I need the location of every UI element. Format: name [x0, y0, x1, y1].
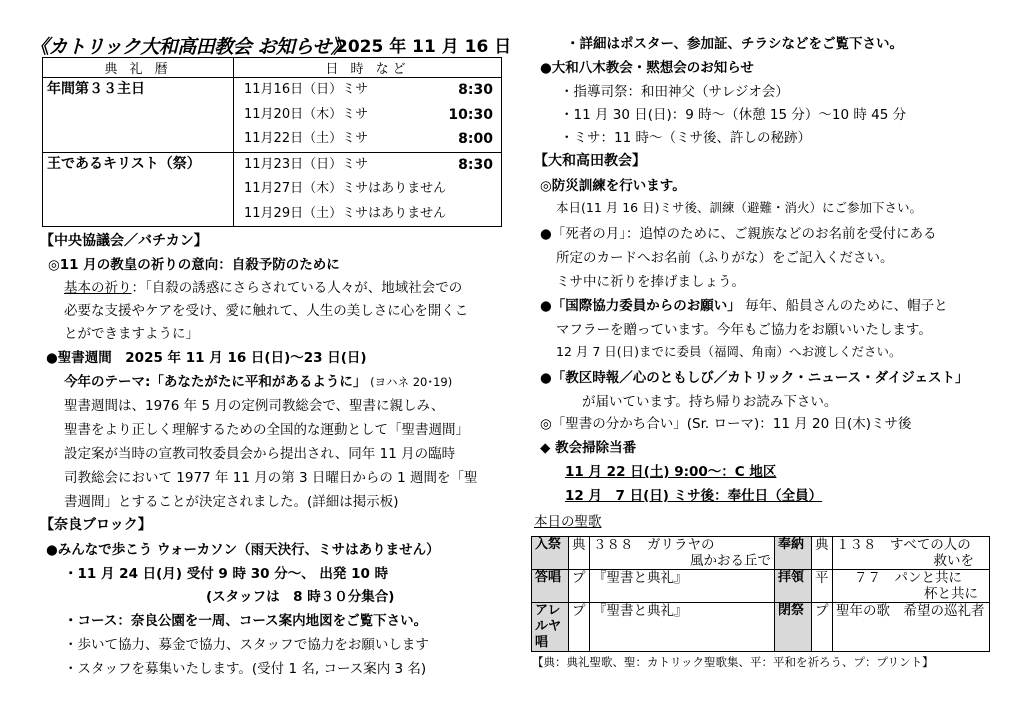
cleaning-heading: ◆ 教会掃除当番 — [540, 440, 637, 456]
news-line: が届いています。持ち帰りお読み下さい。 — [582, 394, 838, 410]
bible-text-line: 聖書週間は、1976 年 5 月の定例司教総会で、聖書に親しみ、 — [64, 398, 445, 414]
walkathon-line: ・11 月 24 日(月) 受付 9 時 30 分～、 出発 10 時 — [64, 566, 389, 582]
walkathon-heading: ●みんなで歩こう ウォーカソン（雨天決行、ミサはありません） — [46, 542, 440, 558]
yagi-line: ・11 月 30 日(日)：9 時～（休憩 15 分）～10 時 45 分 — [560, 107, 907, 123]
issue-date: 2025 年 11 月 16 日 — [336, 37, 512, 57]
walkathon-line: ・歩いて協力、募金で協力、スタッフで協力をお願いします — [64, 637, 429, 653]
liturgy-event-name: 王であるキリスト（祭） — [43, 152, 234, 227]
hymn-row: アレルヤ唱 プ 『聖書と典礼』 閉祭 プ 聖年の歌 希望の巡礼者 — [532, 603, 990, 652]
hymns-heading: 本日の聖歌 — [534, 514, 602, 530]
schedule-item: 11月27日（木）ミサはありません — [244, 181, 447, 196]
news-heading: ●「教区時報／心のともしび／カトリック・ニュース・ダイジェスト」 — [540, 370, 969, 386]
hymns-legend: 【典：典礼聖歌、聖：カトリック聖歌集、平：平和を祈ろう、プ：プリント】 — [532, 655, 934, 669]
page-title: 《カトリック大和高田教会 お知らせ》 — [30, 36, 350, 58]
hymn-row: 答唱 プ 『聖書と典礼』 拝領 平 ７７ パンと共に 杯と共に — [532, 570, 990, 603]
cleaning-line: 12 月 7 日(日) ミサ後：奉仕日（全員） — [565, 488, 823, 504]
bible-week-heading: ●聖書週間 2025 年 11 月 16 日(日)～23 日(日) — [46, 350, 367, 366]
bible-text-line: 聖書をより正しく理解するための全国的な運動として「聖書週間」 — [64, 422, 469, 438]
cleaning-line: 11 月 22 日(土) 9:00～：C 地区 — [565, 464, 777, 480]
schedule-item: 11月20日（木）ミサ 10:30 — [244, 106, 493, 123]
section-nara: 【奈良ブロック】 — [40, 517, 152, 533]
deceased-line: ●「死者の月」：追悼のために、ご親族などのお名前を受付にある — [540, 226, 937, 242]
schedule-col-header: 日 時 など — [234, 58, 502, 78]
prayer-line: 基本の祈り：「自殺の誘惑にさらされている人々が、地域社会での — [64, 280, 463, 296]
deceased-line: ミサ中に祈りを捧げましょう。 — [556, 274, 745, 290]
schedule-item: 11月16日（日）ミサ 8:30 — [244, 82, 493, 98]
walkathon-line: (スタッフは 8 時３０分集合) — [206, 589, 395, 605]
liturgy-event-name: 年間第３３主日 — [43, 78, 234, 153]
bible-week-theme: 今年のテーマ:「あなたがたに平和があるように」 (ヨハネ 20･19) — [64, 374, 453, 390]
intl-line: マフラーを贈っています。今年もご協力をお願いいたします。 — [556, 322, 932, 338]
walkathon-line: ・コース：奈良公園を一周、コース案内地図をご覧下さい。 — [64, 613, 428, 629]
liturgy-group-row — [43, 152, 502, 227]
schedule-item: 11月23日（日）ミサ 8:30 — [244, 156, 493, 173]
deceased-line: 所定のカードへお名前（ふりがな）をご記入ください。 — [556, 250, 894, 266]
liturgy-header-row — [43, 58, 502, 78]
prayer-line: 必要な支援やケアを受け、愛に触れて、人生の美しさに心を開くこ — [64, 303, 469, 319]
liturgy-group-row — [43, 78, 502, 153]
bible-text-line: 書週間」とすることが決定されました。(詳細は掲示板) — [64, 494, 399, 510]
yagi-heading: ●大和八木教会・黙想会のお知らせ — [540, 60, 754, 76]
bible-text-line: 司教総会において 1977 年 11 月の第 3 日曜日からの 1 週間を「聖 — [64, 470, 478, 486]
poster-note: ・詳細はポスター、参加証、チラシなどをご覧下さい。 — [566, 36, 903, 52]
section-takada: 【大和高田教会】 — [534, 153, 646, 169]
schedule-item: 11月29日（土）ミサはありません — [244, 205, 447, 221]
drill-line: 本日(11 月 16 日)ミサ後、訓練（避難・消火）にご参加下さい。 — [556, 200, 922, 215]
hymn-row: 入祭 典 ３８８ ガリラヤの 風かおる丘で 奉納 典 １３８ すべての人の 救いを — [532, 537, 990, 570]
hymns-table — [531, 536, 990, 652]
prayer-line: とができますように」 — [64, 326, 199, 342]
section-central: 【中央協議会／バチカン】 — [40, 233, 208, 249]
walkathon-line: ・スタッフを募集いたします。(受付 1 名, コース案内 3 名) — [64, 661, 427, 677]
bible-sharing-line: ◎「聖書の分かち合い」(Sr. ローマ)：11 月 20 日(木)ミサ後 — [540, 416, 912, 432]
pope-intention-heading: ◎11 月の教皇の祈りの意向：自殺予防のために — [48, 257, 340, 273]
liturgy-col-header: 典 礼 暦 — [43, 58, 234, 78]
liturgy-table — [42, 57, 502, 227]
yagi-line: ・指導司祭：和田神父（サレジオ会） — [560, 84, 789, 100]
schedule-item: 11月22日（土）ミサ 8:00 — [244, 131, 493, 147]
intl-line: 12 月 7 日(日)までに委員（福岡、角南）へお渡しください。 — [556, 344, 902, 359]
bible-text-line: 設定案が当時の宣教司牧委員会から提出され、同年 11 月の臨時 — [64, 446, 456, 462]
yagi-line: ・ミサ：11 時～（ミサ後、許しの秘跡） — [560, 130, 811, 146]
intl-line: ●「国際協力委員からのお願い」 毎年、船員さんのために、帽子と — [540, 298, 948, 314]
drill-heading: ◎防災訓練を行います。 — [540, 178, 686, 194]
